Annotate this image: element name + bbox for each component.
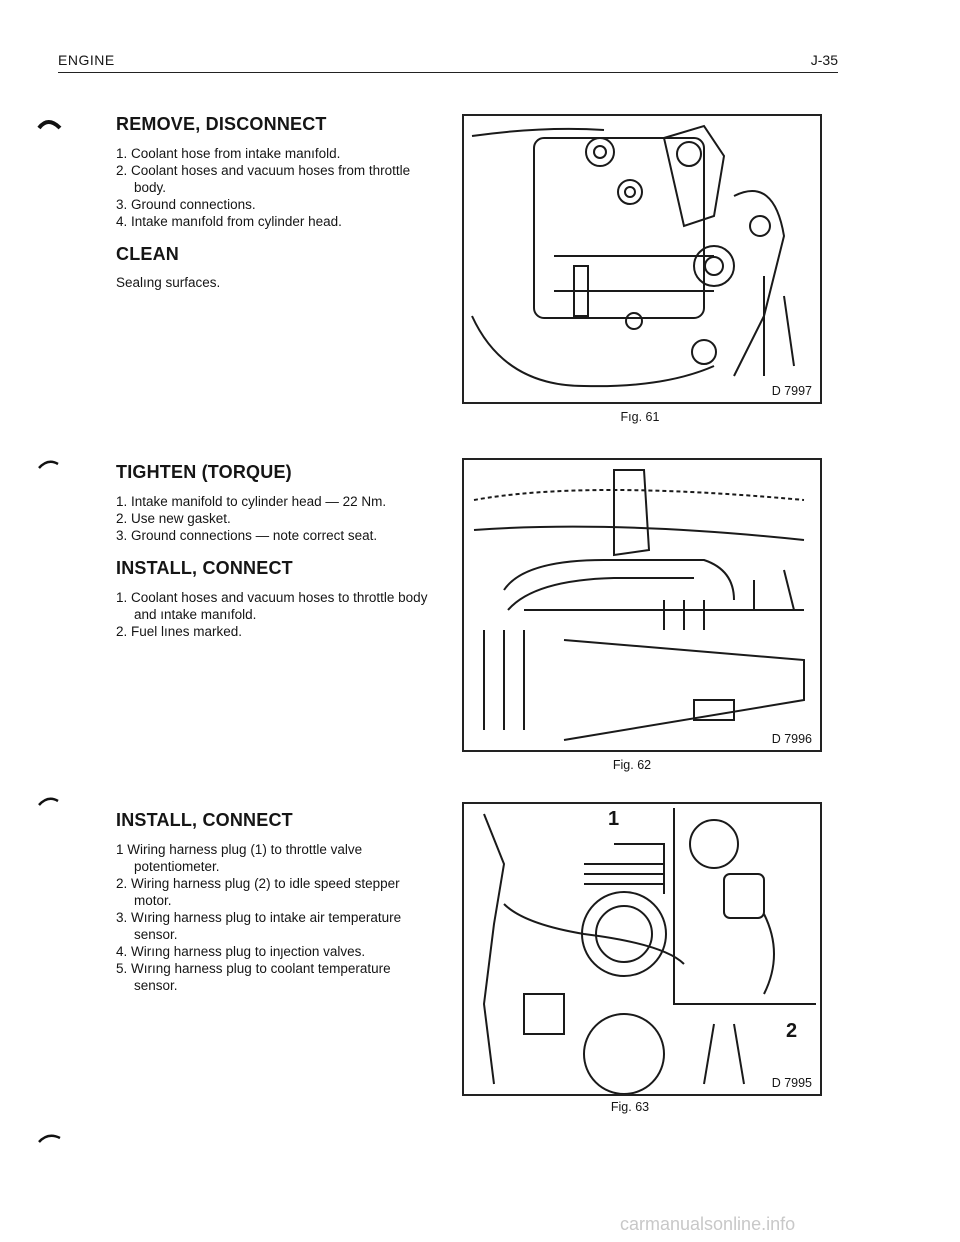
list-item: 2. Coolant hoses and vacuum hoses from throttle body. bbox=[116, 163, 411, 195]
step-list bbox=[116, 841, 436, 994]
figure-62 bbox=[462, 458, 822, 752]
figure-caption: Fig. 62 bbox=[612, 758, 652, 772]
figure-caption: Fig. 63 bbox=[610, 1100, 650, 1114]
page-number: J-35 bbox=[810, 52, 838, 68]
figure-caption: Fıg. 61 bbox=[620, 410, 660, 424]
step-list bbox=[116, 145, 436, 230]
list-item: 2. Fuel lınes marked. bbox=[116, 624, 243, 639]
list-item: 1. Intake manifold to cylinder head — 22 Nm. bbox=[116, 494, 387, 509]
margin-marker-icon bbox=[36, 116, 66, 132]
list-item: 3. Wıring harness plug to intake air temperature sensor. bbox=[116, 910, 402, 942]
list-item: 1 Wiring harness plug (1) to throttle valve potentiometer. bbox=[116, 842, 363, 874]
step-list bbox=[116, 493, 436, 544]
list-item: 3. Ground connections. bbox=[116, 197, 256, 212]
callout-2: 2 bbox=[786, 1020, 798, 1042]
section-title: ENGINE bbox=[58, 52, 115, 68]
watermark: carmanualsonline.info bbox=[620, 1214, 796, 1234]
list-item: 5. Wırıng harness plug to coolant temperature sensor. bbox=[116, 961, 391, 993]
figure-code: D 7996 bbox=[771, 732, 812, 746]
list-item: 2. Wiring harness plug (2) to idle speed stepper motor. bbox=[116, 876, 400, 908]
margin-marker-icon bbox=[36, 793, 66, 809]
step-list bbox=[116, 589, 436, 640]
callout-1: 1 bbox=[608, 808, 620, 830]
list-item: 2. Use new gasket. bbox=[116, 511, 231, 526]
figure-code: D 7995 bbox=[771, 1076, 812, 1090]
throttle-body-hoses-illustration bbox=[464, 460, 820, 750]
wiring-harness-plugs-illustration bbox=[464, 804, 820, 1094]
list-item: 1. Coolant hoses and vacuum hoses to throttle body and ıntake manıfold. bbox=[116, 590, 428, 622]
page-header bbox=[58, 50, 838, 73]
list-item: 4. Intake manıfold from cylinder head. bbox=[116, 214, 342, 229]
section-text: Sealıng surfaces. bbox=[116, 275, 221, 290]
margin-marker-icon bbox=[36, 456, 66, 472]
list-item: 1. Coolant hose from intake manıfold. bbox=[116, 146, 341, 161]
list-item: 3. Ground connections — note correct seat. bbox=[116, 528, 378, 543]
margin-marker-icon bbox=[36, 1130, 66, 1146]
figure-63 bbox=[462, 802, 822, 1096]
section-heading: INSTALL, CONNECT bbox=[116, 558, 293, 578]
list-item: 4. Wirıng harness plug to inȷection valves. bbox=[116, 944, 366, 959]
section-heading: REMOVE, DISCONNECT bbox=[116, 114, 327, 134]
section-heading: CLEAN bbox=[116, 244, 179, 264]
tighten-section bbox=[116, 462, 436, 654]
engine-manifold-illustration bbox=[464, 116, 820, 402]
section-heading: INSTALL, CONNECT bbox=[116, 810, 293, 830]
remove-disconnect-section bbox=[116, 114, 436, 302]
section-heading: TIGHTEN (TORQUE) bbox=[116, 462, 292, 482]
figure-61 bbox=[462, 114, 822, 404]
figure-code: D 7997 bbox=[771, 384, 812, 398]
install-wiring-section bbox=[116, 810, 436, 1008]
